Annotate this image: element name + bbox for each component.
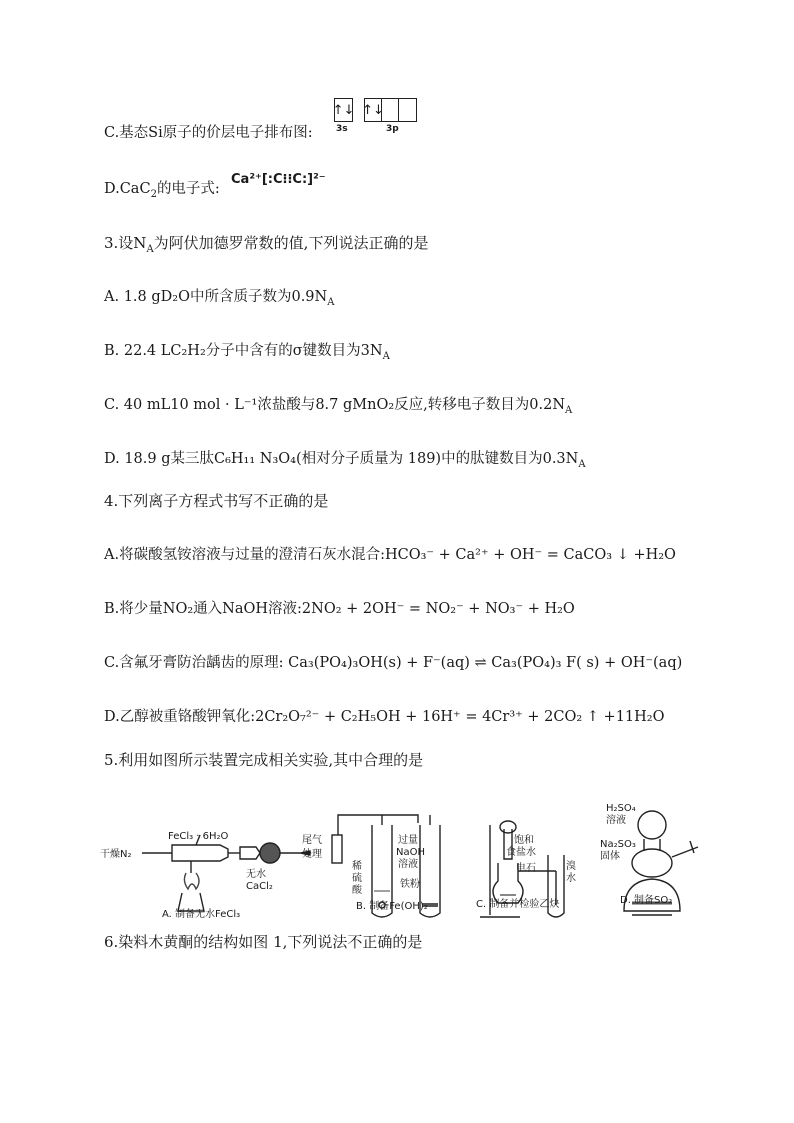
q4-option-c: C.含氟牙膏防治龋齿的原理: Ca₃(PO₄)₃OH(s) + F⁻(aq) ⇌ Ca₃(PO₄)₃ F( s) + OH⁻(aq) [104, 655, 683, 671]
label-a-fecl3: FeCl₃ · 6H₂O [168, 831, 229, 842]
label-a-n2: 干燥N₂ [100, 849, 132, 860]
caption-c: C. 制备并检验乙炔 [476, 899, 560, 910]
q5-stem: 5.利用如图所示装置完成相关实验,其中合理的是 [104, 751, 424, 769]
q2-option-c-text: C.基态Si原子的价层电子排布图: [104, 125, 313, 141]
label-a-treatment: 处理 [302, 849, 322, 860]
label-c-water: 水 [566, 873, 576, 884]
orbital-3p-box [364, 98, 417, 122]
label-c-bromine: 溴 [566, 861, 576, 872]
q3-option-d-text: D. 18.9 g某三肽C₆H₁₁ N₃O₄(相对分子质量为 189)中的肽键数目为0.3N [104, 451, 579, 467]
q3-stem [104, 233, 428, 260]
label-a-cacl2: CaCl₂ [246, 881, 273, 892]
label-a-anhydrous: 无水 [246, 869, 266, 880]
q4-option-b: B.将少量NO₂通入NaOH溶液:2NO₂ + 2OH⁻ = NO₂⁻ + NO₃⁻ + H₂O [104, 601, 575, 617]
label-a-tail-gas: 尾气 [302, 835, 322, 846]
q4-option-d: D.乙醇被重铬酸钾氧化:2Cr₂O₇²⁻ + C₂H₅OH + 16H⁺ = 4Cr³⁺ + 2CO₂ ↑ +11H₂O [104, 709, 665, 725]
apparatus-svg [100, 795, 710, 930]
q2-option-d-sub: 2 [150, 188, 157, 200]
label-b-sulfuric: 硫 [352, 873, 362, 884]
label-d-h2so4: H₂SO₄ [606, 803, 636, 814]
orbital-3s-box [334, 98, 353, 122]
q4-option-a: A.将碳酸氢铵溶液与过量的澄清石灰水混合:HCO₃⁻ + Ca²⁺ + OH⁻ = CaCO₃ ↓ +H₂O [104, 547, 676, 563]
label-b-iron-powder: 铁粉 [400, 879, 420, 890]
q4-stem: 4.下列离子方程式书写不正确的是 [104, 492, 329, 510]
label-c-brine: 食盐水 [506, 847, 536, 858]
apparatus-a-drawing [142, 835, 310, 911]
orbital-3p-cell-1: ↑↓ [365, 99, 382, 121]
q3-option-b-text: B. 22.4 LC₂H₂分子中含有的σ键数目为3N [104, 343, 383, 359]
q3-option-a: A. 1.8 gD₂O中所含质子数为$0.9N_A$ [104, 289, 335, 308]
q3-option-d: D. 18.9 g某三肽C₆H₁₁ N₃O₄(相对分子质量为 189)中的肽键数目为$0.3N_A$ [104, 451, 586, 470]
label-b-solution: 溶液 [398, 859, 418, 870]
q2-option-d-prefix: D.CaC [104, 181, 151, 197]
orbital-3p-label: 3p [386, 124, 399, 134]
label-d-solid: 固体 [600, 851, 620, 862]
label-c-saturated: 饱和 [514, 835, 534, 846]
q2-option-c [104, 123, 313, 143]
orbital-3s-label: 3s [336, 124, 348, 134]
caption-a: A. 制备无水FeCl₃ [162, 909, 241, 920]
q5-apparatus-figure [100, 795, 710, 930]
q3-option-b: B. 22.4 LC₂H₂分子中含有的σ键数目为$3N_A$ [104, 343, 390, 362]
label-b-dilute: 稀 [352, 861, 362, 872]
q3-option-a-text: A. 1.8 gD₂O中所含质子数为0.9N [104, 289, 328, 305]
label-d-na2so3: Na₂SO₃ [600, 839, 636, 850]
q2-option-d-suffix: 的电子式: [156, 181, 220, 197]
q3-stem-head: 3.设N [104, 234, 147, 252]
caption-d: D. 制备SO₂ [620, 895, 673, 906]
orbital-3p-cell-3 [399, 99, 416, 121]
label-b-naoh: NaOH [396, 847, 425, 858]
orbital-3s-cell: ↑↓ [332, 102, 355, 118]
q3-option-c: C. 40 mL10 mol · L⁻¹浓盐酸与8.7 gMnO₂反应,转移电子数目为$0.2N_A$ [104, 397, 573, 416]
q3-option-c-text: C. 40 mL10 mol · L⁻¹浓盐酸与8.7 gMnO₂反应,转移电子数目为0.2N [104, 397, 566, 413]
label-c-carbide: 电石 [516, 863, 536, 874]
label-b-excess: 过量 [398, 835, 418, 846]
caption-b: B. 制备Fe(OH)₂ [356, 901, 428, 912]
orbital-3p-cell-2 [382, 99, 399, 121]
label-b-acid: 酸 [352, 885, 362, 896]
q2-option-d [104, 179, 220, 205]
q3-stem-sub: A [146, 244, 154, 255]
q6-stem: 6.染料木黄酮的结构如图 1,下列说法不正确的是 [104, 933, 423, 951]
cac2-electron-formula: Ca²⁺[:C⁝⁝C:]²⁻ [231, 172, 326, 187]
q3-stem-tail: 为阿伏加德罗常数的值,下列说法正确的是 [153, 234, 429, 252]
label-d-solution: 溶液 [606, 815, 626, 826]
